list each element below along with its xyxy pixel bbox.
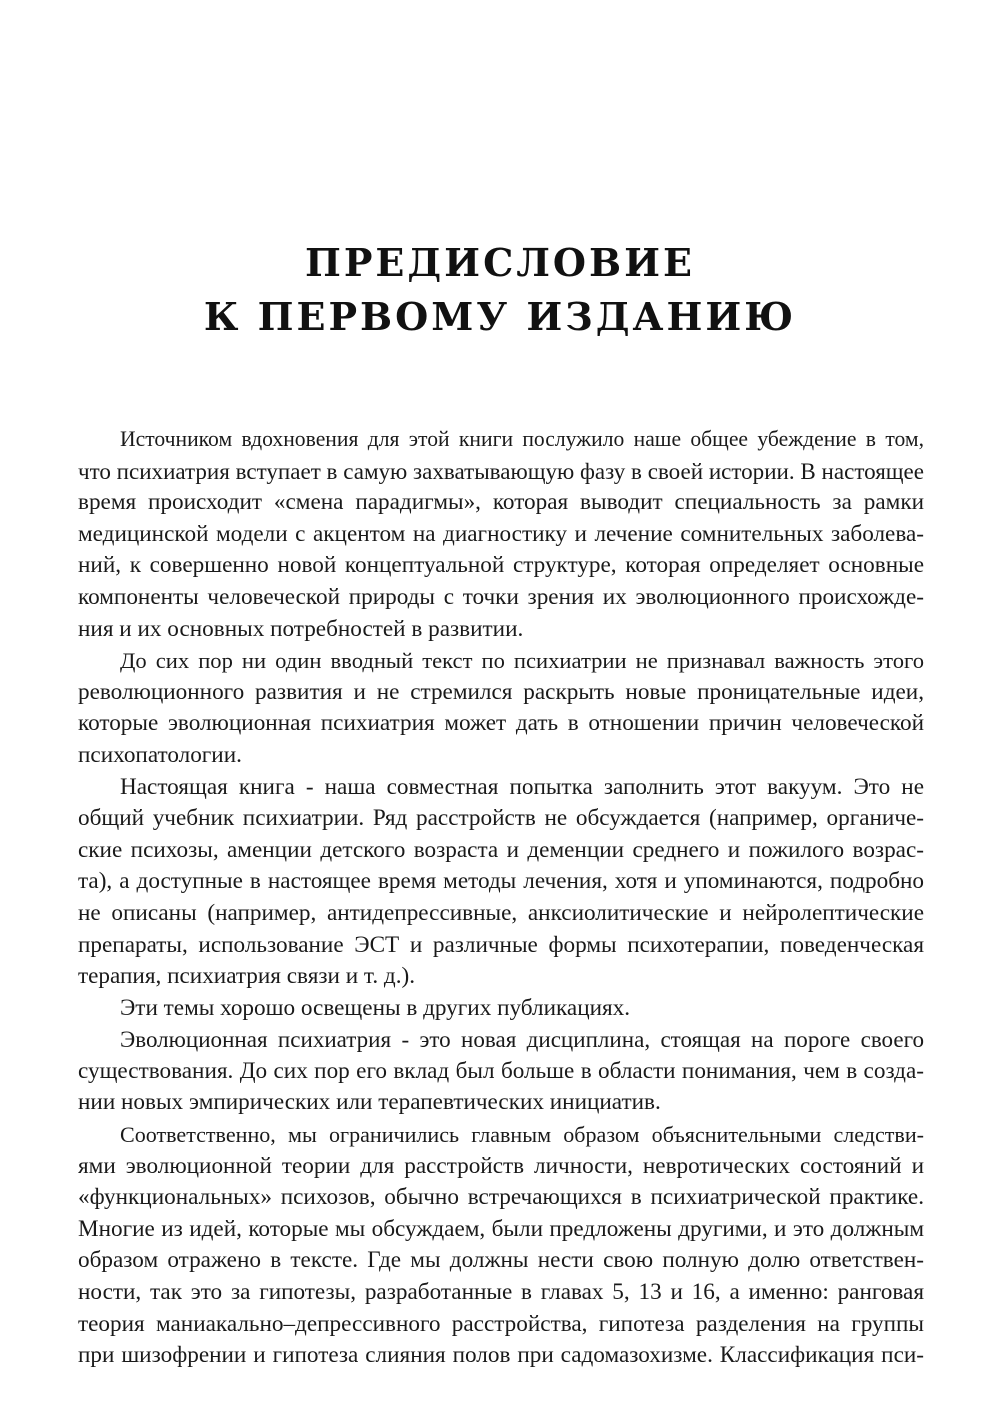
text-line: препараты, использование ЭСТ и различные формы психотерапии, поведенческая [78,931,924,958]
text-line: Многие из идей, которые мы обсуждаем, были предложены другими, и это должным [78,1215,924,1242]
paragraph [78,645,924,771]
paragraph [78,424,924,645]
chapter-title-line-1: ПРЕДИСЛОВИЕ [304,240,696,285]
text-line: время происходит «смена парадигмы», которая выводит специальность за рамки [78,489,924,516]
text-line: которые эволюционная психиатрия может дать в отношении причин человеческой [78,710,924,737]
text-line: Эволюционная психиатрия - это новая дисциплина, стоящая на пороге своего [120,1026,924,1053]
text-line: что психиатрия вступает в самую захватывающую фазу в своей истории. В настоящее [78,457,924,484]
text-line: ния и их основных потребностей в развитии. [78,615,524,642]
text-line: медицинской модели с акцентом на диагностику и лечение сомнительных заболева- [78,520,924,547]
paragraph [78,993,924,1025]
paragraph [78,1024,924,1119]
text-line: ские психозы, аменции детского возраста и деменции среднего и пожилого возрас- [78,836,924,863]
text-line: компоненты человеческой природы с точки зрения их эволюционного происхожде- [78,583,924,610]
chapter-title-line-2: К ПЕРВОМУ ИЗДАНИЮ [203,294,797,339]
text-line: та), а доступные в настоящее время методы лечения, хотя и упоминаются, подробно [78,868,924,895]
text-line: существования. До сих пор его вклад был больше в области понимания, чем в созда- [78,1057,924,1084]
preface-body [78,424,924,1372]
text-line: До сих пор ни один вводный текст по психиатрии не признавал важность этого [120,648,924,674]
text-line: Эти темы хорошо освещены в других публикациях. [120,994,631,1021]
text-line: психопатологии. [78,741,242,768]
text-line: Источником вдохновения для этой книги послужило наше общее убеждение в том, [120,427,924,451]
text-line: теория маниакально–депрессивного расстройства, гипотеза разделения на группы [78,1310,924,1337]
paragraph [78,1119,924,1372]
text-line: ями эволюционной теории для расстройств личности, невротических состояний и [78,1152,924,1179]
text-line: не описаны (например, антидепрессивные, анксиолитические и нейролептические [78,899,924,926]
text-line: ний, к совершенно новой концептуальной структуре, которая определяет основные [78,552,924,579]
text-line: нии новых эмпирических или терапевтических инициатив. [78,1089,661,1116]
text-line: «функциональных» психозов, обычно встречающихся в психиатрической практике. [78,1184,924,1211]
paragraph [78,772,924,993]
text-line: терапия, психиатрия связи и т. д.). [78,963,416,990]
text-line: революционного развития и не стремился раскрыть новые проницательные идеи, [78,678,924,705]
text-line: образом отражено в тексте. Где мы должны нести свою полную долю ответствен- [78,1247,924,1274]
text-line: общий учебник психиатрии. Ряд расстройств не обсуждается (например, органиче- [78,805,924,832]
text-line: Соответственно, мы ограничились главным образом объяснительными следстви- [120,1122,924,1148]
text-line: при шизофрении и гипотеза слияния полов при садомазохизме. Классификация пси- [78,1342,924,1369]
text-line: Настоящая книга - наша совместная попытка заполнить этот вакуум. Это не [120,773,924,800]
chapter-title [0,236,1000,344]
text-line: ности, так это за гипотезы, разработанные в главах 5, 13 и 16, а именно: ранговая [78,1279,924,1306]
